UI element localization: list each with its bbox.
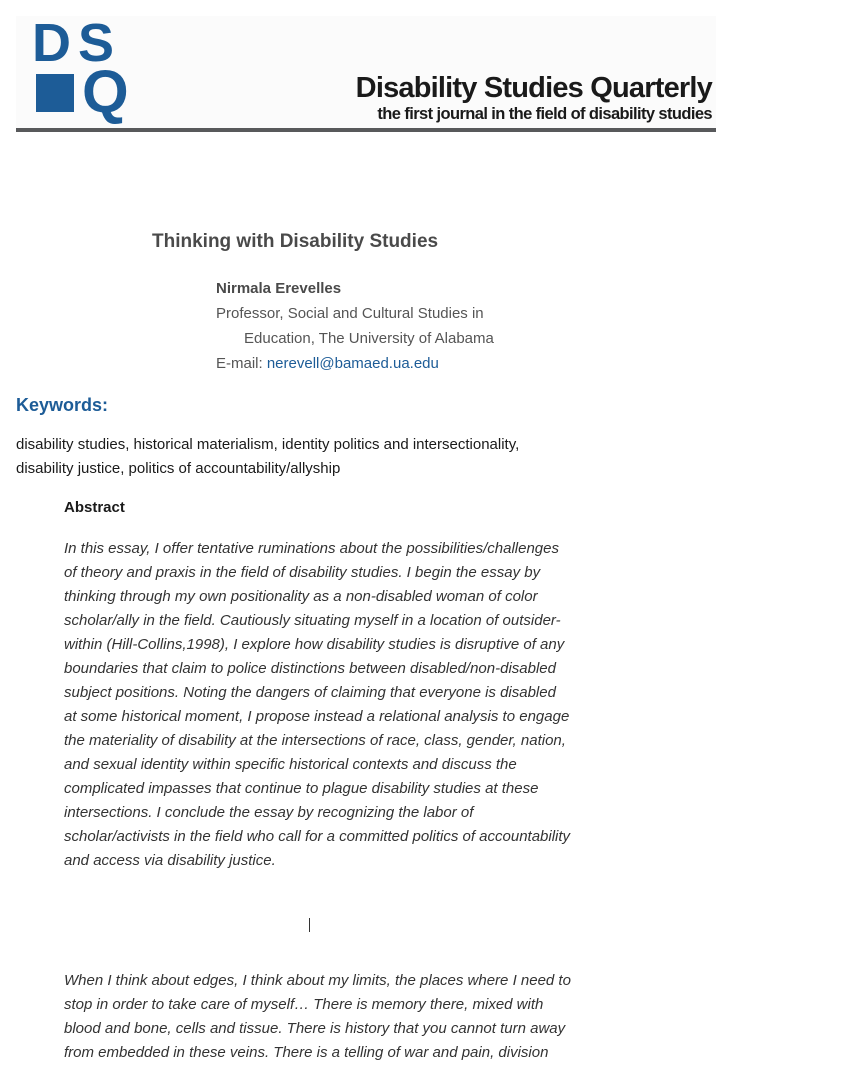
- epigraph-line: blood and bone, cells and tissue. There is history that you cannot turn away: [64, 1020, 566, 1037]
- logo-square-mark: [36, 74, 74, 112]
- journal-tagline: the first journal in the field of disability studies: [377, 105, 712, 123]
- author-email-link[interactable]: nerevell@bamaed.ua.edu: [266, 355, 439, 372]
- epigraph-line: from embedded in these veins. There is a telling of war and pain, division: [64, 1044, 549, 1061]
- abstract-line: and access via disability justice.: [64, 852, 276, 869]
- author-name: Nirmala Erevelles: [216, 280, 342, 297]
- logo-letter-d: D: [32, 13, 69, 73]
- text-cursor: [309, 918, 310, 932]
- abstract-line: intersections. I conclude the essay by recognizing the labor of: [64, 804, 474, 821]
- abstract-line: thinking through my own positionality as a non-disabled woman of color: [64, 588, 538, 605]
- abstract-line: subject positions. Noting the dangers of claiming that everyone is disabled: [64, 684, 556, 701]
- author-email-row: [216, 351, 616, 376]
- keywords-list: [16, 433, 576, 481]
- abstract-line: and sexual identity within specific historical contexts and discuss the: [64, 756, 517, 773]
- keywords-line-1: disability studies, historical materialism, identity politics and intersectionality,: [16, 436, 520, 453]
- abstract-line: boundaries that claim to police distinctions between disabled/non-disabled: [64, 660, 556, 677]
- epigraph: [64, 969, 612, 1065]
- abstract-line: within (Hill-Collins,1998), I explore how disability studies is disruptive of any: [64, 636, 565, 653]
- author-block: [216, 276, 616, 376]
- abstract-line: of theory and praxis in the field of disability studies. I begin the essay by: [64, 564, 541, 581]
- author-affiliation-line2: Education, The University of Alabama: [244, 330, 494, 347]
- author-affiliation-line1: Professor, Social and Cultural Studies in: [216, 305, 484, 322]
- abstract-line: scholar/ally in the field. Cautiously situating myself in a location of outsider-: [64, 612, 561, 629]
- author-email-label: E-mail:: [216, 355, 263, 372]
- epigraph-line: stop in order to take care of myself… There is memory there, mixed with: [64, 996, 544, 1013]
- article-title: Thinking with Disability Studies: [152, 231, 439, 252]
- logo-letter-s: S: [78, 13, 115, 73]
- abstract-line: complicated impasses that continue to plague disability studies at these: [64, 780, 539, 797]
- epigraph-line: When I think about edges, I think about my limits, the places where I need to: [64, 972, 571, 989]
- abstract-body: [64, 537, 612, 873]
- keywords-heading: Keywords:: [16, 395, 109, 415]
- dsq-logo[interactable]: [32, 13, 150, 125]
- abstract-line: scholar/activists in the field who call for a committed politics of accountability: [64, 828, 571, 845]
- journal-masthead[interactable]: [16, 13, 716, 128]
- abstract-line: the materiality of disability at the intersections of race, class, gender, nation,: [64, 732, 566, 749]
- header-rule: [16, 128, 716, 132]
- keywords-line-2: disability justice, politics of accountability/allyship: [16, 460, 341, 477]
- logo-letter-q: Q: [82, 58, 129, 125]
- abstract-line: at some historical moment, I propose instead a relational analysis to engage: [64, 708, 570, 725]
- abstract-heading: Abstract: [64, 499, 125, 516]
- journal-title: Disability Studies Quarterly: [355, 72, 712, 104]
- abstract-line: In this essay, I offer tentative ruminations about the possibilities/challenges: [64, 540, 559, 557]
